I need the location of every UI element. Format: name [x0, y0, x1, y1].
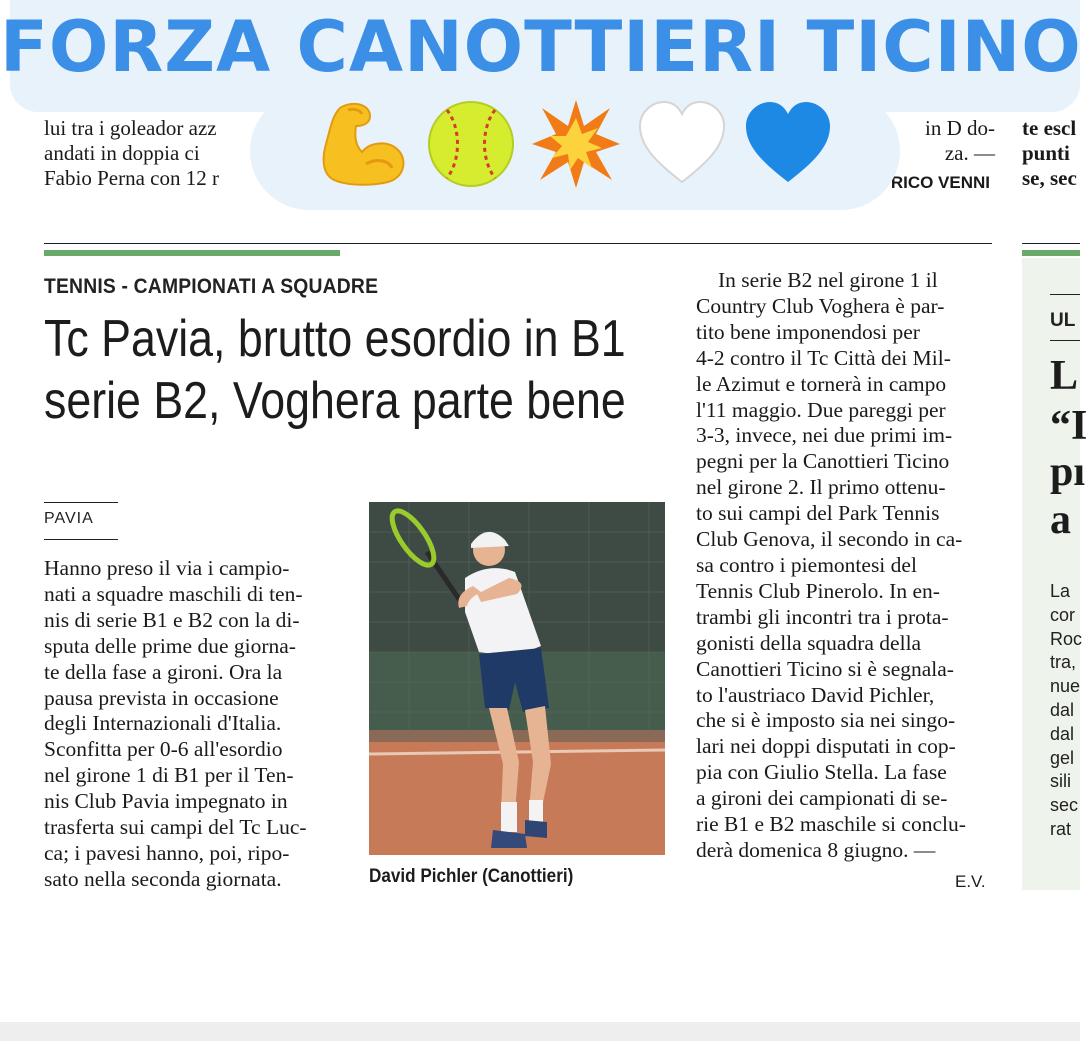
article-kicker: TENNIS - CAMPIONATI A SQUADRE	[44, 275, 379, 298]
text-line: in D do-	[925, 116, 995, 140]
text-line: In serie B2 nel girone 1 il	[718, 268, 938, 292]
text-line: tito bene imponendosi per	[696, 319, 920, 344]
text-line: che si è imposto sia nei singo-	[696, 708, 956, 733]
text-line: andati in doppia ci	[44, 141, 200, 165]
sidebar-headline-fragment: a	[1050, 497, 1071, 543]
text-line: tra,	[1050, 652, 1077, 673]
tennis-player-photo	[369, 502, 665, 855]
text-line: Country Club Voghera è par-	[696, 293, 945, 318]
text-line: 4-2 contro il Tc Città dei Mil-	[696, 345, 951, 370]
softball-icon	[425, 98, 517, 190]
section-accent-bar	[44, 250, 340, 256]
article-location: PAVIA	[44, 510, 94, 527]
headline-line: serie B2, Voghera parte bene	[44, 372, 626, 430]
article-column-1	[44, 556, 340, 893]
text-line: La	[1050, 581, 1071, 601]
text-line: 3-3, invece, nei due primi im-	[696, 423, 953, 448]
text-line: nati a squadre maschili di ten-	[44, 581, 303, 606]
sidebar-kicker-rule-bottom	[1050, 340, 1080, 341]
blue-heart-icon	[742, 98, 834, 190]
text-line: nis Club Pavia impegnato in	[44, 789, 288, 814]
text-line: Tennis Club Pinerolo. In en-	[696, 578, 940, 603]
text-line: ca; i pavesi hanno, poi, ripo-	[44, 840, 290, 865]
text-line: sputa delle prime due giorna-	[44, 633, 296, 658]
headline-line: Tc Pavia, brutto esordio in B1	[44, 310, 626, 368]
text-line: nel girone 1 di B1 per il Ten-	[44, 763, 294, 788]
text-line: Hanno preso il via i campio-	[44, 556, 290, 580]
sidebar-kicker-rule	[1050, 294, 1080, 295]
text-line: lui tra i goleador azz	[44, 116, 217, 140]
previous-article-left-column	[44, 116, 249, 191]
sidebar-divider	[1022, 243, 1080, 244]
text-line: te escl	[1022, 116, 1077, 140]
text-line: lari nei doppi disputati in cop-	[696, 734, 956, 759]
white-heart-icon	[636, 98, 728, 190]
text-line: sa contro i piemontesi del	[696, 552, 917, 577]
text-line: cor	[1050, 604, 1076, 625]
sidebar-kicker: UL	[1050, 310, 1076, 331]
text-line: nue	[1050, 676, 1081, 697]
text-line: Canottieri Ticino si è segnala-	[696, 656, 954, 681]
text-line: dal	[1050, 723, 1075, 744]
text-line: trasferta sui campi del Tc Luc-	[44, 815, 307, 840]
bottom-bar	[0, 1022, 1080, 1041]
banner-title: FORZA CANOTTIERI TICINO	[0, 6, 1082, 88]
text-line: le Azimut e tornerà in campo	[696, 371, 947, 396]
text-line: rie B1 e B2 maschile si conclu-	[696, 812, 966, 837]
text-line: degli Internazionali d'Italia.	[44, 711, 282, 736]
text-line: sili	[1050, 771, 1071, 792]
text-line: za. —	[944, 141, 995, 165]
text-line: punti	[1022, 141, 1070, 165]
text-line: pia con Giulio Stella. La fase	[696, 760, 947, 785]
text-line: l'11 maggio. Due pareggi per	[696, 397, 946, 422]
text-line: Club Genova, il secondo in ca-	[696, 527, 963, 552]
sidebar-headline-fragment: “I	[1050, 403, 1087, 449]
text-line: Fabio Perna con 12 r	[44, 166, 219, 190]
text-line: sec	[1050, 795, 1079, 816]
sidebar-text	[1050, 580, 1082, 842]
section-divider	[44, 243, 992, 244]
sidebar-headline-fragment: pı	[1050, 449, 1086, 495]
text-line: gonisti della squadra della	[696, 630, 922, 655]
text-line: a gironi dei campionati di se-	[696, 786, 948, 811]
text-line: to sui campi del Park Tennis	[696, 501, 940, 526]
text-line: nis di serie B1 e B2 con la di-	[44, 607, 300, 632]
text-line: to l'austriaco David Pichler,	[696, 682, 935, 707]
text-line: Roc	[1050, 628, 1083, 649]
photo-caption: David Pichler (Canottieri)	[369, 866, 574, 887]
text-line: dal	[1050, 699, 1075, 720]
location-rule-top	[44, 502, 118, 503]
text-line: pegni per la Canottieri Ticino	[696, 449, 950, 474]
flexed-biceps-icon	[318, 98, 410, 190]
text-line: sato nella seconda giornata.	[44, 866, 282, 891]
text-line: te della fase a gironi. Ora la	[44, 659, 283, 684]
sidebar-headline-fragment: L	[1050, 353, 1079, 399]
collision-icon	[530, 98, 622, 190]
text-line: rat	[1050, 818, 1072, 839]
text-line: gel	[1050, 747, 1075, 768]
article-column-2	[696, 268, 992, 864]
text-line: se, sec	[1022, 166, 1077, 190]
text-line: pausa prevista in occasione	[44, 685, 279, 710]
text-line: derà domenica 8 giugno. —	[696, 837, 936, 862]
text-line: nel girone 2. Il primo ottenu-	[696, 475, 946, 500]
far-right-column-fragment	[1022, 116, 1080, 191]
text-line: Sconfitta per 0-6 all'esordio	[44, 737, 283, 762]
previous-article-right-column	[905, 116, 995, 166]
previous-article-author: RICO VENNI	[890, 173, 990, 192]
location-rule-bottom	[44, 539, 118, 540]
sidebar-accent-bar	[1022, 250, 1080, 256]
article-signature: E.V.	[955, 872, 986, 891]
article-headline	[44, 308, 626, 432]
text-line: trambi gli incontri tra i prota-	[696, 604, 949, 629]
